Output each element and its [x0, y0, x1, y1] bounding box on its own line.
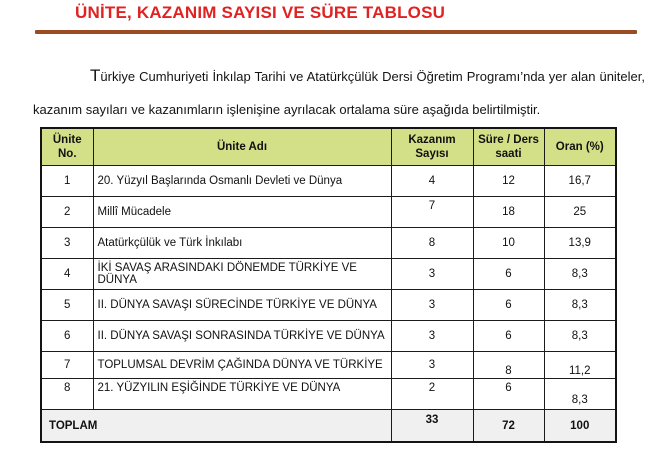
unit-no-cell: 1: [41, 166, 93, 197]
oran-cell: 25: [544, 197, 616, 228]
oran-cell: 16,7: [544, 166, 616, 197]
unit-name-cell: TOPLUMSAL DEVRİM ÇAĞINDA DÜNYA VE TÜRKİYE: [93, 352, 391, 379]
col-header-sure: Süre / Ders saati: [473, 128, 544, 166]
unit-no-cell: 6: [41, 321, 93, 352]
table-row: [41, 228, 616, 259]
oran-cell: 8,3: [544, 379, 616, 410]
table-row: [41, 379, 616, 410]
unit-no-cell: 5: [41, 290, 93, 321]
unit-name-cell: Atatürkçülük ve Türk İnkılabı: [93, 228, 391, 259]
page-title: ÜNİTE, KAZANIM SAYISI VE SÜRE TABLOSU: [75, 3, 446, 22]
unit-name-cell: İKİ SAVAŞ ARASINDAKI DÖNEMDE TÜRKİYE VE DÜNYA: [93, 259, 391, 290]
sure-cell: 18: [473, 197, 544, 228]
oran-cell: 8,3: [544, 290, 616, 321]
total-oran-cell: 100: [544, 410, 616, 443]
sure-cell: 8: [473, 352, 544, 379]
total-kazanim-cell: 33: [391, 410, 473, 443]
col-header-unit-no: Ünite No.: [41, 128, 93, 166]
kazanim-cell: 3: [391, 321, 473, 352]
table-row: [41, 321, 616, 352]
sure-cell: 6: [473, 379, 544, 410]
kazanim-cell: 3: [391, 290, 473, 321]
table-row: [41, 259, 616, 290]
col-header-unit-name: Ünite Adı: [93, 128, 391, 166]
oran-cell: 8,3: [544, 259, 616, 290]
table-row: [41, 290, 616, 321]
unit-name-cell: II. DÜNYA SAVAŞI SÜRECİNDE TÜRKİYE VE DÜNYA: [93, 290, 391, 321]
total-sure-cell: 72: [473, 410, 544, 443]
unit-no-cell: 4: [41, 259, 93, 290]
kazanim-cell: 3: [391, 352, 473, 379]
col-header-kazanim: Kazanım Sayısı: [391, 128, 473, 166]
unit-name-cell: 20. Yüzyıl Başlarında Osmanlı Devleti ve Dünya: [93, 166, 391, 197]
sure-cell: 6: [473, 290, 544, 321]
table-header-row: [41, 128, 616, 166]
kazanim-cell: 3: [391, 259, 473, 290]
unit-no-cell: 8: [41, 379, 93, 410]
units-table: [40, 127, 617, 443]
kazanim-cell: 2: [391, 379, 473, 410]
sure-cell: 6: [473, 259, 544, 290]
unit-name-cell: 21. YÜZYILIN EŞİĞİNDE TÜRKİYE VE DÜNYA: [93, 379, 391, 410]
oran-cell: 8,3: [544, 321, 616, 352]
unit-no-cell: 7: [41, 352, 93, 379]
table-row: [41, 352, 616, 379]
unit-name-cell: Millî Mücadele: [93, 197, 391, 228]
unit-no-cell: 3: [41, 228, 93, 259]
unit-name-cell: II. DÜNYA SAVAŞI SONRASINDA TÜRKİYE VE DÜNYA: [93, 321, 391, 352]
unit-no-cell: 2: [41, 197, 93, 228]
table-row: [41, 166, 616, 197]
sure-cell: 12: [473, 166, 544, 197]
table-row: [41, 197, 616, 228]
sure-cell: 10: [473, 228, 544, 259]
kazanim-cell: 4: [391, 166, 473, 197]
title-underline-rule: [35, 30, 637, 34]
col-header-oran: Oran (%): [544, 128, 616, 166]
oran-cell: 13,9: [544, 228, 616, 259]
total-row: [41, 410, 616, 443]
kazanim-cell: 8: [391, 228, 473, 259]
kazanim-cell: 7: [391, 197, 473, 228]
intro-paragraph: Türkiye Cumhuriyeti İnkılap Tarihi ve Atatürkçülük Dersi Öğretim Programı’nda yer alan üniteler, kazanım sayıları ve kazanımların işlenişine ayrılacak ortalama süre aşağıda belirtilmiştir.: [33, 66, 645, 117]
oran-cell: 11,2: [544, 352, 616, 379]
total-label: TOPLAM: [41, 410, 391, 443]
sure-cell: 6: [473, 321, 544, 352]
